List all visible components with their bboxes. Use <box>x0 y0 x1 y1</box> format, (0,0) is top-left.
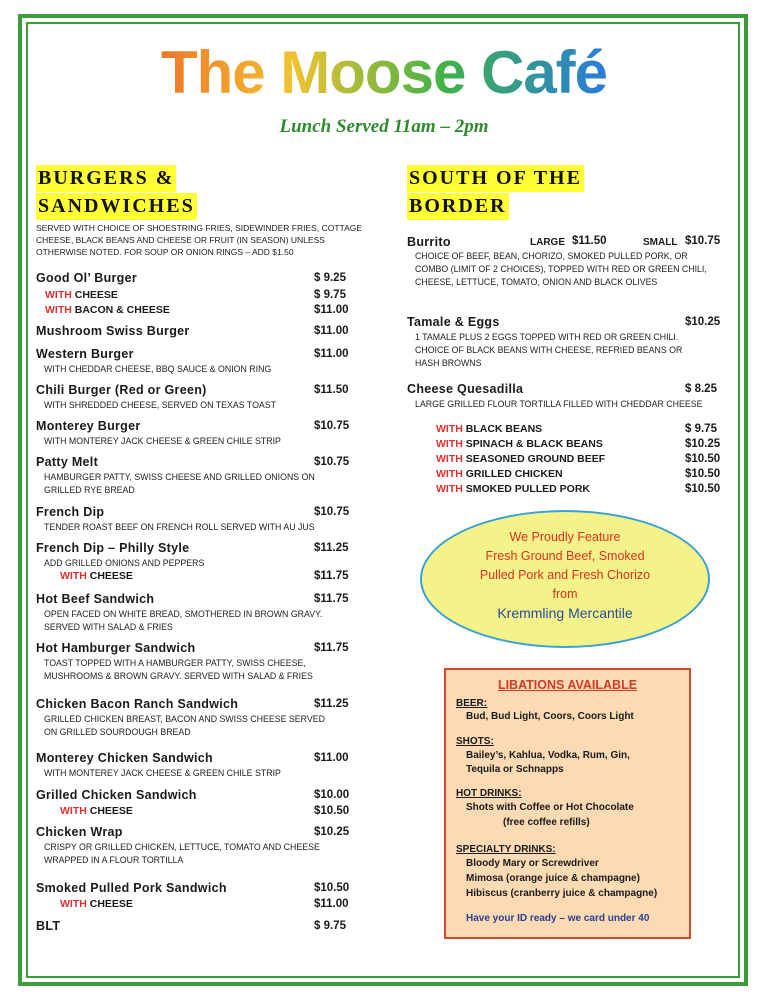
addon-text: CHEESE <box>86 570 133 582</box>
burger-item-price: $11.00 <box>314 898 349 910</box>
tamale-name: Tamale & Eggs <box>407 315 500 329</box>
quesadilla-addon <box>436 423 542 435</box>
with-label: WITH <box>45 289 72 301</box>
burger-item-price: $11.75 <box>314 642 349 654</box>
shots-heading: SHOTS: <box>456 736 494 747</box>
quesadilla-addon-price: $10.25 <box>685 438 721 450</box>
quesadilla-name: Cheese Quesadilla <box>407 382 524 396</box>
burger-item-price: $10.00 <box>314 789 350 801</box>
burger-item-price: $10.25 <box>314 826 350 838</box>
burger-item-name: Good Ol’ Burger <box>36 271 138 285</box>
tamale-price: $10.25 <box>685 316 721 328</box>
burger-item-description: OPEN FACED ON WHITE BREAD, SMOTHERED IN BROWN GRAVY. SERVED WITH SALAD & FRIES <box>44 609 323 632</box>
burger-item-price: $11.25 <box>314 542 349 554</box>
with-label: WITH <box>436 438 463 450</box>
specialty-3: Hibiscus (cranberry juice & champagne) <box>466 888 658 899</box>
burger-item-name: Chicken Wrap <box>36 825 123 839</box>
burger-item-price: $10.50 <box>314 882 350 894</box>
specialty-2: Mimosa (orange juice & champagne) <box>466 873 640 884</box>
with-label: WITH <box>45 304 72 316</box>
burger-addon <box>60 570 133 582</box>
feature-line-3: Pulled Pork and Fresh Chorizo <box>479 568 651 582</box>
hot-drinks-heading: HOT DRINKS: <box>456 788 522 799</box>
cafe-title: The Moose Café <box>0 38 768 107</box>
quesadilla-addon-price: $ 9.75 <box>685 423 717 435</box>
burgers-header-line2: SANDWICHES <box>36 193 197 220</box>
burger-item-name: Mushroom Swiss Burger <box>36 324 190 338</box>
addon-text: SPINACH & BLACK BEANS <box>462 438 603 450</box>
shots-list-2: Tequila or Schnapps <box>466 764 564 775</box>
quesadilla-addon-price: $10.50 <box>685 483 721 495</box>
burger-item-price: $11.50 <box>314 384 349 396</box>
burger-item-price: $11.00 <box>314 348 349 360</box>
quesadilla-addon <box>436 468 563 480</box>
feature-callout <box>420 510 710 648</box>
with-label: WITH <box>60 805 87 817</box>
hot-drinks-1: Shots with Coffee or Hot Chocolate <box>466 802 634 813</box>
quesadilla-addon <box>436 453 605 465</box>
burger-addon <box>60 898 133 910</box>
burger-addon <box>60 805 133 817</box>
quesadilla-addon-price: $10.50 <box>685 453 721 465</box>
libations-box <box>444 668 691 939</box>
burger-item-description: ADD GRILLED ONIONS AND PEPPERS <box>44 558 205 568</box>
feature-line-2: Fresh Ground Beef, Smoked <box>485 549 645 563</box>
burger-item-name: Chili Burger (Red or Green) <box>36 383 207 397</box>
burrito-description: CHOICE OF BEEF, BEAN, CHORIZO, SMOKED PULLED PORK, OR COMBO (LIMIT OF 2 CHOICES), TOPPED WITH RED OR GREEN CHILI, CHEESE, LETTUCE, TOMATO, ONION AND BLACK OLIVES <box>415 251 707 287</box>
addon-text: BLACK BEANS <box>462 423 543 435</box>
quesadilla-price: $ 8.25 <box>685 383 717 395</box>
feature-supplier: Kremmling Mercantile <box>497 605 633 621</box>
lunch-hours: Lunch Served 11am – 2pm <box>279 116 489 137</box>
burger-item-name: Western Burger <box>36 347 134 361</box>
burger-item-name: Grilled Chicken Sandwich <box>36 788 197 802</box>
burger-item-description: HAMBURGER PATTY, SWISS CHEESE AND GRILLED ONIONS ON GRILLED RYE BREAD <box>44 472 315 495</box>
addon-text: SEASONED GROUND BEEF <box>462 453 606 465</box>
quesadilla-addon <box>436 438 603 450</box>
with-label: WITH <box>436 423 463 435</box>
burger-item-name: Chicken Bacon Ranch Sandwich <box>36 697 239 711</box>
burger-item-price: $11.75 <box>314 570 349 582</box>
addon-text: CHEESE <box>86 898 133 910</box>
id-notice: Have your ID ready – we card under 40 <box>466 913 650 924</box>
with-label: WITH <box>60 570 87 582</box>
addon-text: SMOKED PULLED PORK <box>462 483 591 495</box>
burger-item-name: French Dip – Philly Style <box>36 541 190 555</box>
burrito-small-label: SMALL <box>643 237 678 248</box>
addon-text: CHEESE <box>71 289 118 301</box>
with-label: WITH <box>436 453 463 465</box>
burger-item-name: French Dip <box>36 505 105 519</box>
burger-item-price: $11.00 <box>314 304 349 316</box>
burger-item-description: WITH CHEDDAR CHEESE, BBQ SAUCE & ONION RING <box>44 364 272 374</box>
burrito-small-price: $10.75 <box>685 235 721 247</box>
libations-title: LIBATIONS AVAILABLE <box>497 678 638 692</box>
burger-item-description: WITH MONTEREY JACK CHEESE & GREEN CHILE STRIP <box>44 768 281 778</box>
burger-item-name: BLT <box>36 919 61 933</box>
with-label: WITH <box>436 468 463 480</box>
burger-item-name: Smoked Pulled Pork Sandwich <box>36 881 227 895</box>
feature-line-1: We Proudly Feature <box>509 530 621 544</box>
burger-item-price: $10.75 <box>314 420 350 432</box>
with-label: WITH <box>436 483 463 495</box>
burger-item-description: WITH MONTEREY JACK CHEESE & GREEN CHILE STRIP <box>44 436 281 446</box>
beer-list: Bud, Bud Light, Coors, Coors Light <box>466 711 634 722</box>
burger-item-description: TOAST TOPPED WITH A HAMBURGER PATTY, SWISS CHEESE, MUSHROOMS & BROWN GRAVY. SERVED WITH SALAD & FRIES <box>44 658 313 681</box>
burger-item-price: $10.75 <box>314 506 350 518</box>
burger-item-price: $ 9.75 <box>314 920 346 932</box>
feature-line-4: from <box>552 587 578 601</box>
hot-drinks-2: (free coffee refills) <box>503 817 590 828</box>
specialty-heading: SPECIALTY DRINKS: <box>456 844 556 855</box>
burger-item-price: $ 9.25 <box>314 272 346 284</box>
burrito-large-label: LARGE <box>530 237 565 248</box>
burger-item-name: Monterey Burger <box>36 419 141 433</box>
burger-addon <box>45 289 118 301</box>
addon-text: CHEESE <box>86 805 133 817</box>
burger-item-price: $10.50 <box>314 805 350 817</box>
burger-item-description: WITH SHREDDED CHEESE, SERVED ON TEXAS TOAST <box>44 400 277 410</box>
beer-heading: BEER: <box>456 698 488 709</box>
burger-item-price: $11.00 <box>314 752 349 764</box>
addon-text: BACON & CHEESE <box>71 304 170 316</box>
burger-item-description: GRILLED CHICKEN BREAST, BACON AND SWISS CHEESE SERVED ON GRILLED SOURDOUGH BREAD <box>44 714 325 737</box>
burrito-name: Burrito <box>407 235 451 249</box>
south-header-line2: BORDER <box>407 193 509 220</box>
burger-item-price: $11.00 <box>314 325 349 337</box>
burger-item-price: $11.75 <box>314 593 349 605</box>
addon-text: GRILLED CHICKEN <box>462 468 563 480</box>
tamale-description: 1 TAMALE PLUS 2 EGGS TOPPED WITH RED OR GREEN CHILI. CHOICE OF BLACK BEANS WITH CHEESE, REFRIED BEANS OR HASH BROWNS <box>415 332 683 368</box>
burger-item-name: Hot Beef Sandwich <box>36 592 155 606</box>
burgers-header-line1: BURGERS & <box>36 165 176 192</box>
burger-item-description: TENDER ROAST BEEF ON FRENCH ROLL SERVED WITH AU JUS <box>44 522 315 532</box>
burger-item-name: Monterey Chicken Sandwich <box>36 751 213 765</box>
burger-item-name: Patty Melt <box>36 455 99 469</box>
quesadilla-addon <box>436 483 590 495</box>
burger-addon <box>45 304 170 316</box>
burger-item-price: $11.25 <box>314 698 349 710</box>
south-header-line1: SOUTH OF THE <box>407 165 584 192</box>
burger-item-name: Hot Hamburger Sandwich <box>36 641 196 655</box>
burgers-sides-note: SERVED WITH CHOICE OF SHOESTRING FRIES, SIDEWINDER FRIES, COTTAGE CHEESE, BLACK BEANS AND CHEESE OR FRUIT (IN SEASON) UNLESS OTHERWISE NOTED. FOR SOUP OR ONION RINGS – ADD $1.50 <box>36 223 363 257</box>
quesadilla-description: LARGE GRILLED FLOUR TORTILLA FILLED WITH CHEDDAR CHEESE <box>415 399 703 409</box>
with-label: WITH <box>60 898 87 910</box>
quesadilla-addon-price: $10.50 <box>685 468 721 480</box>
specialty-1: Bloody Mary or Screwdriver <box>466 858 599 869</box>
shots-list-1: Bailey’s, Kahlua, Vodka, Rum, Gin, <box>466 750 630 761</box>
burrito-large-price: $11.50 <box>572 235 607 247</box>
burger-item-price: $10.75 <box>314 456 350 468</box>
burger-item-description: CRISPY OR GRILLED CHICKEN, LETTUCE, TOMATO AND CHEESE WRAPPED IN A FLOUR TORTILLA <box>44 842 320 865</box>
burger-item-price: $ 9.75 <box>314 289 346 301</box>
